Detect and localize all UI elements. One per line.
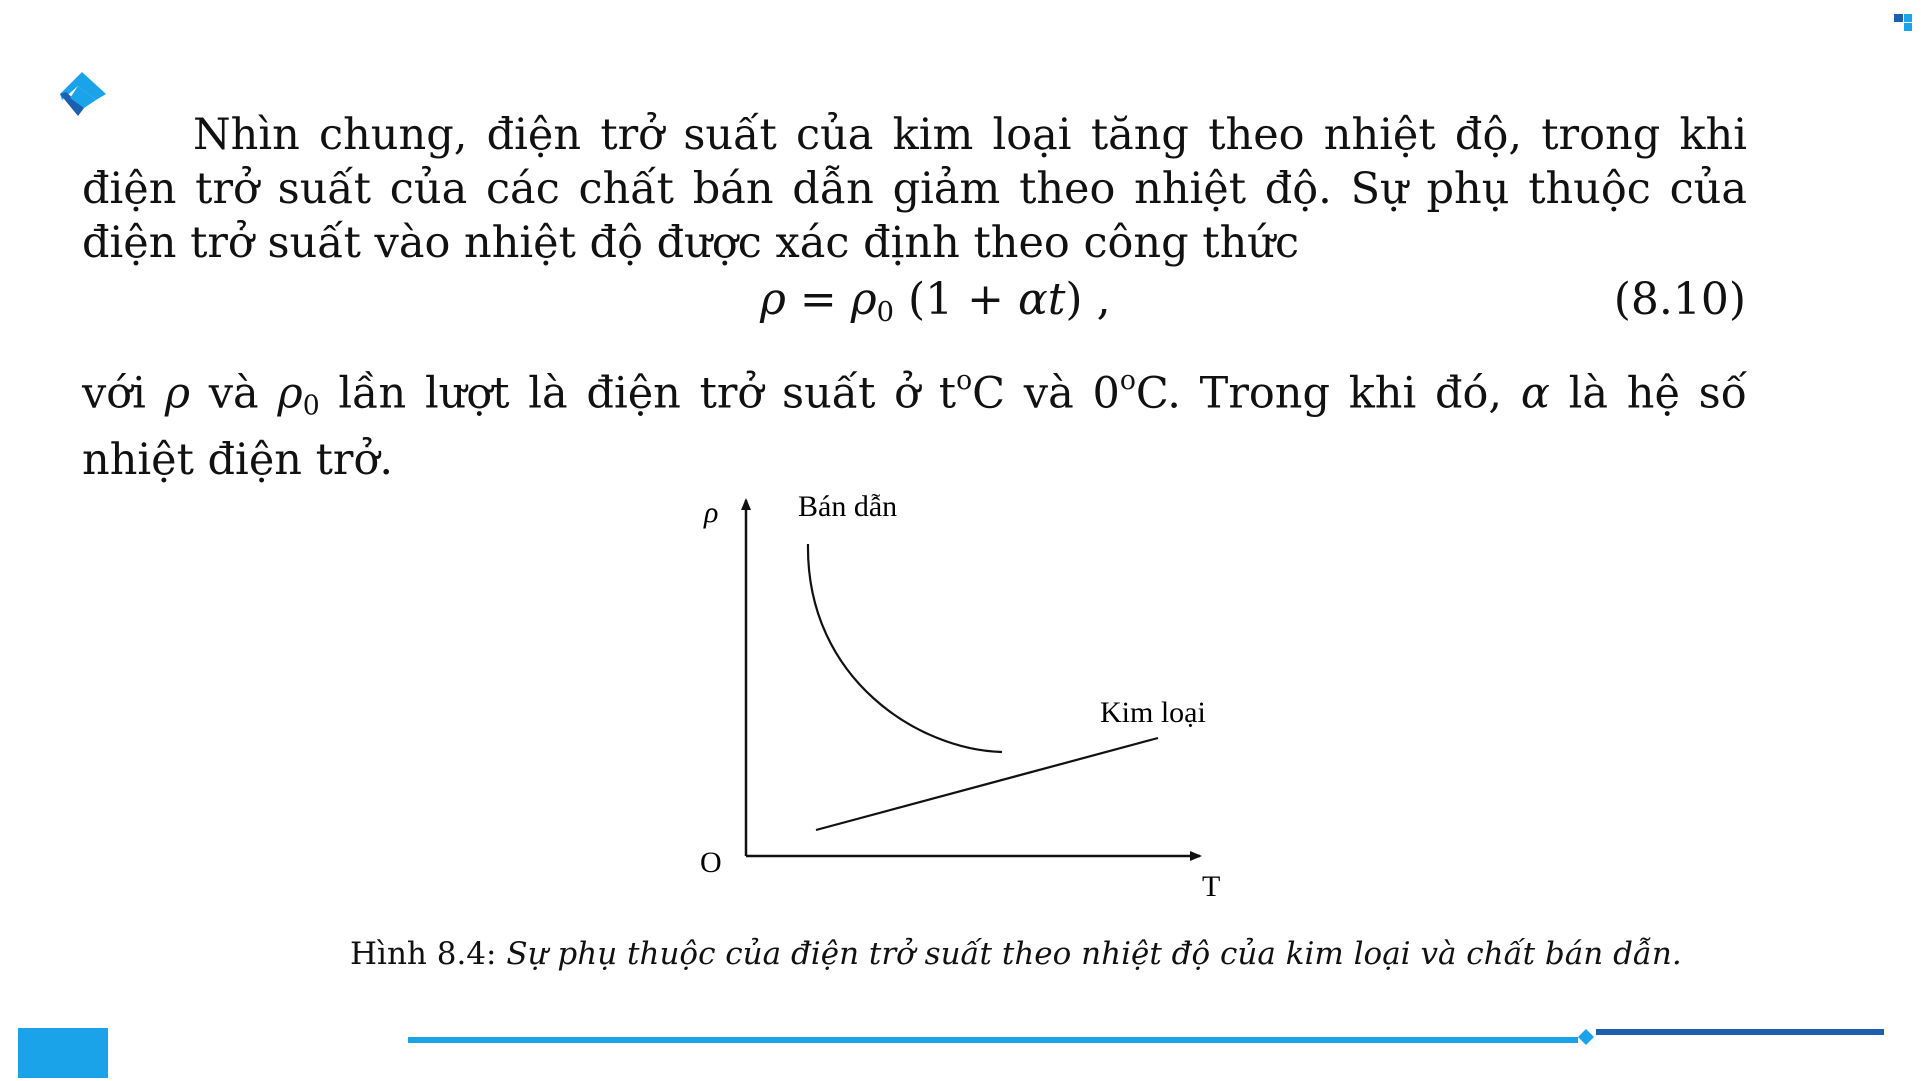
paragraph-definition (82, 354, 1747, 487)
footer-block (18, 1028, 108, 1078)
formula-lparen: (1 + (907, 274, 1004, 325)
footer-line-light (408, 1037, 1578, 1043)
origin-label: O (700, 846, 722, 879)
p2-degree-1: o (956, 365, 973, 396)
footer-line-dark (1596, 1029, 1884, 1035)
semiconductor-label: Bán dẫn (798, 490, 898, 523)
p2-text-4: C và 0 (972, 368, 1120, 419)
p2-text-5: C. Trong khi đó, (1135, 368, 1503, 419)
footer-diamond-icon (1576, 1027, 1596, 1047)
rho-symbol: ρ (760, 274, 786, 325)
p2-text-3: lần lượt là điện trở suất ở t (338, 368, 957, 419)
caption-text: Sự phụ thuộc của điện trở suất theo nhiệt độ của kim loại và chất bán dẫn. (506, 936, 1682, 972)
y-axis-label: ρ (704, 496, 719, 529)
alpha-symbol: α (1018, 274, 1048, 325)
p2-text-6: là hệ số nhiệt điện trở. (82, 368, 1748, 486)
x-axis-label: T (1202, 870, 1221, 903)
metal-label: Kim loại (1100, 696, 1206, 729)
rho0-sub: 0 (876, 296, 894, 328)
formula-comma: , (1096, 274, 1111, 325)
caption-prefix: Hình 8.4: (350, 936, 497, 972)
equals-sign: = (799, 274, 837, 325)
t-symbol: t (1047, 274, 1066, 325)
rho0-base: ρ (850, 274, 877, 325)
p2-rho0-sub: 0 (302, 390, 320, 422)
paragraph-intro: Nhìn chung, điện trở suất của kim loại tăng theo nhiệt độ, trong khi điện trở suất của các chất bán dẫn giảm theo nhiệt độ. Sự phụ thuộc của điện trở suất vào nhiệt độ được xác định theo công thức (82, 110, 1747, 268)
corner-mark-icon (1894, 14, 1914, 34)
p2-alpha: α (1520, 368, 1550, 419)
resistivity-figure (680, 480, 1240, 910)
p2-rho0-base: ρ (277, 368, 303, 419)
formula-rparen: ) (1065, 274, 1083, 325)
p2-degree-2: o (1119, 365, 1136, 396)
semiconductor-curve (808, 544, 1002, 752)
equation (760, 272, 1111, 341)
equation-number: (8.10) (1613, 274, 1746, 325)
p2-text-1: với (82, 368, 146, 419)
p2-rho: ρ (164, 368, 190, 419)
figure-caption (350, 934, 1682, 974)
p2-text-2: và (208, 368, 259, 419)
